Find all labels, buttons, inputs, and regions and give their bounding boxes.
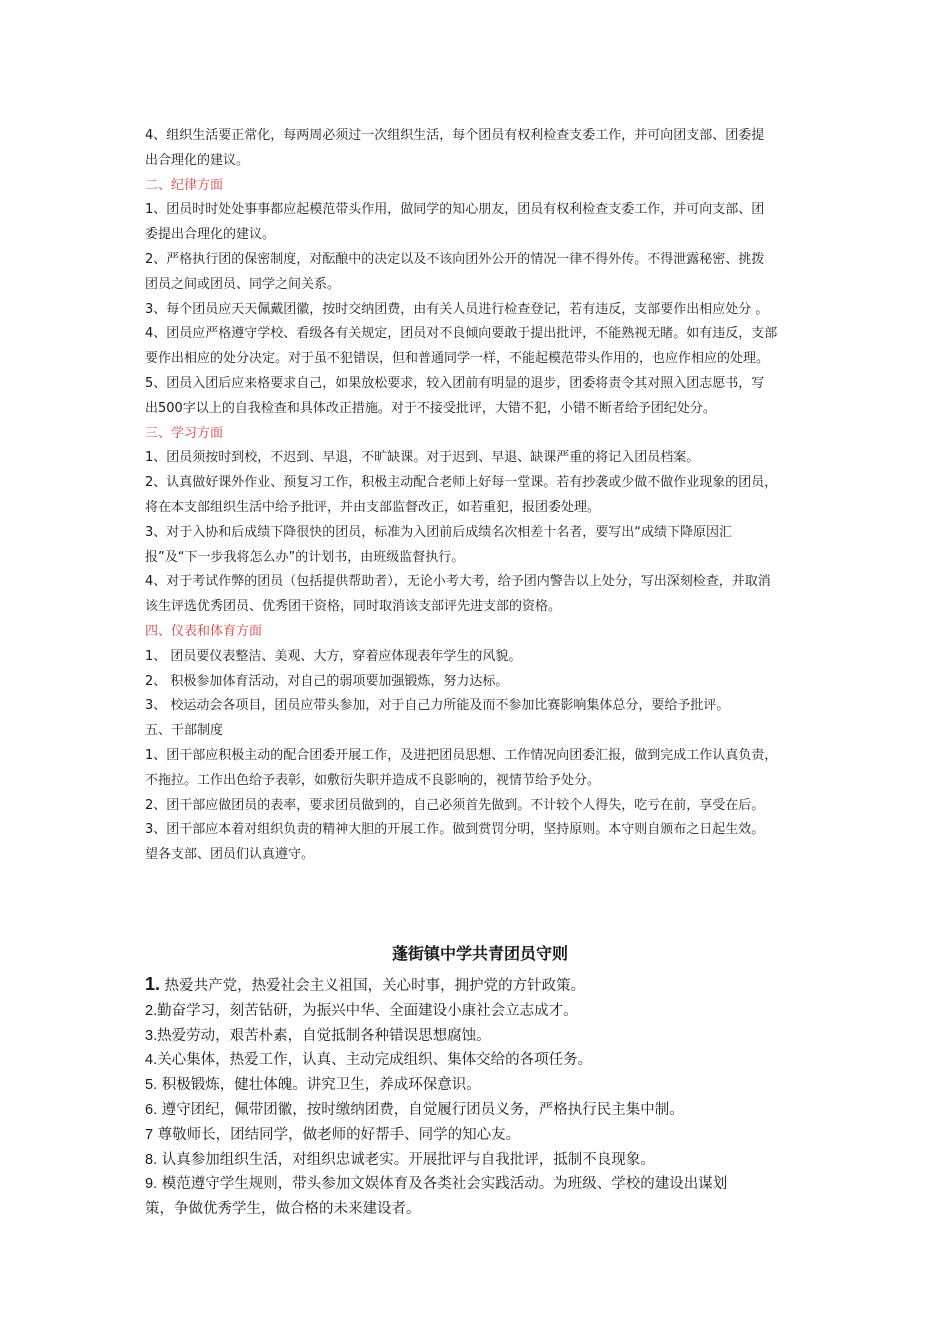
code-item-text: 认真参加组织生活，对组织忠诚老实。开展批评与自我批评，抵制不良现象。 — [157, 1151, 655, 1168]
code-item-text: 热爱共产党，热爱社会主义祖国，关心时事，拥护党的方针政策。 — [160, 978, 586, 994]
code-item — [145, 1197, 815, 1222]
code-item-number: 6. — [145, 1101, 158, 1118]
text-line: 2、认真做好课外作业、预复习工作，积极主动配合老师上好每一堂课。若有抄袭或少做不做作业现象的团员， — [145, 475, 778, 491]
code-item-number: 8. — [145, 1151, 158, 1168]
text-line: 4、对于考试作弊的团员（包括提供帮助者），无论小考大考，给予团内警告以上处分，写出深刻检查，并取消 — [145, 574, 771, 590]
code-item-text: 关心集体，热爱工作，认真、主动完成组织、集体交给的各项任务。 — [157, 1052, 593, 1069]
text-line: 5、团员入团后应来格要求自己，如果放松要求，较入团前有明显的退步，团委将责令其对照入团志愿书，写 — [145, 375, 765, 391]
text-line: 4、组织生活要正常化，每两周必须过一次组织生活，每个团员有权利检查支委工作，并可向团支部、团委提 — [145, 128, 765, 143]
text-line: 团员之间或团员、同学之间关系。 — [145, 276, 341, 292]
text-line: 委提出合理化的建议。 — [145, 227, 276, 243]
text-line: 3、团干部应本着对组织负责的精神大胆的开展工作。做到赏罚分明，坚持原则。本守则自颁布之日起生效。 — [145, 822, 765, 838]
code-item — [145, 1024, 815, 1049]
text-line: 2、团干部应做团员的表率，要求团员做到的，自己必须首先做到。不计较个人得失，吃亏在前，享受在后。 — [145, 797, 765, 813]
member-code-list — [145, 972, 815, 1222]
code-item — [145, 972, 815, 999]
text-line: 出500字以上的自我检查和具体改正措施。对于不接受批评，大错不犯，小错不断者给予团纪处分。 — [145, 400, 716, 416]
section-heading: 三、学习方面 — [145, 425, 224, 441]
code-item-number: 3. — [145, 1027, 158, 1044]
code-item-text: 尊敬师长，团结同学，做老师的好帮手、同学的知心友。 — [153, 1126, 521, 1143]
code-item — [145, 1123, 815, 1148]
code-item-number: 7 — [145, 1126, 154, 1143]
code-item — [145, 1048, 815, 1073]
text-line: 3、 校运动会各项目，团员应带头参加，对于自己力所能及而不参加比赛影响集体总分，要给予批评。 — [145, 698, 730, 714]
text-line: 该生评选优秀团员、优秀团干资格，同时取消该支部评先进支部的资格。 — [145, 599, 562, 615]
code-item-text: 遵守团纪，佩带团徽，按时缴纳团费，自觉履行团员义务，严格执行民主集中制。 — [157, 1101, 684, 1118]
text-line: 1、团员时时处处事事都应起模范带头作用，做同学的知心朋友，团员有权利检查支委工作，并可向支部、团 — [145, 202, 765, 218]
text-line: 不拖拉。工作出色给予表彰，如敷衍失职并造成不良影响的，视情节给予处分。 — [145, 772, 601, 788]
text-line: 3、每个团员应天天佩戴团徽，按时交纳团费，由有关人员进行检查登记，若有违反，支部要作出相应处分 。 — [145, 301, 769, 317]
text-line: 将在本支部组织生活中给予批评，并由支部监督改正，如若重犯，报团委处理。 — [145, 499, 601, 515]
code-item-number: 4. — [145, 1052, 158, 1069]
text-line: 4、团员应严格遵守学校、看级各有关规定，团员对不良倾向要敢于提出批评，不能熟视无睹。如有违反，支部 — [145, 326, 778, 342]
code-item-number: 1. — [145, 974, 161, 994]
rules-detail-section — [145, 124, 815, 868]
text-line: 2、 积极参加体育活动，对自己的弱项要加强锻炼，努力达标。 — [145, 673, 509, 689]
code-item — [145, 1073, 815, 1098]
section-heading: 五、干部制度 — [145, 723, 224, 739]
code-item-text: 模范遵守学生规则，带头参加文娱体育及各类社会实践活动。为班级、学校的建设出谋划 — [157, 1176, 728, 1193]
text-line: 1、团员须按时到校，不迟到、早退，不旷缺课。对于迟到、早退、缺课严重的将记入团员档案。 — [145, 450, 700, 466]
code-item-text: 积极锻炼，健壮体魄。讲究卫生，养成环保意识。 — [157, 1077, 481, 1094]
text-line: 望各支部、团员们认真遵守。 — [145, 847, 315, 863]
text-line: 出合理化的建议。 — [145, 152, 250, 168]
text-line: 1、 团员要仪表整洁、美观、大方，穿着应体现表年学生的风貌。 — [145, 648, 522, 664]
code-item — [145, 999, 815, 1024]
code-item-number: 9. — [145, 1176, 158, 1193]
code-item — [145, 1148, 815, 1173]
code-item-number: 2. — [145, 1002, 158, 1019]
section-heading: 二、纪律方面 — [145, 177, 224, 193]
section-heading: 四、仪表和体育方面 — [145, 623, 263, 639]
member-code-title: 蓬街镇中学共青团员守则 — [391, 944, 568, 963]
code-item-text: 热爱劳动，艰苦朴素，自觉抵制各种错误思想腐蚀。 — [157, 1027, 491, 1044]
code-item-text: 策，争做优秀学生，做合格的未来建设者。 — [145, 1201, 421, 1218]
text-line: 2、严格执行团的保密制度，对酝酿中的决定以及不该向团外公开的情况一律不得外传。不得泄露秘密、挑拨 — [145, 251, 765, 267]
code-item-text: 勤奋学习，刻苦钻研，为振兴中华、全面建设小康社会立志成才。 — [157, 1002, 578, 1019]
text-line: 3、对于入协和后成绩下降很快的团员，标准为入团前后成绩名次相差十名者，要写出“成绩下降原因汇 — [145, 524, 733, 540]
code-item — [145, 1172, 815, 1197]
text-line: 要作出相应的处分决定。对于虽不犯错误，但和普通同学一样，不能起模范带头作用的，也应作相应的处理。 — [145, 351, 770, 367]
text-line: 1、团干部应积极主动的配合团委开展工作，及进把团员思想、工作情况向团委汇报，做到完成工作认真负责， — [145, 747, 778, 763]
code-item — [145, 1098, 815, 1123]
text-line: 报”及“下一步我将怎么办”的计划书，由班级监督执行。 — [145, 549, 465, 565]
code-item-number: 5. — [145, 1077, 158, 1094]
member-code-section — [145, 942, 815, 1222]
